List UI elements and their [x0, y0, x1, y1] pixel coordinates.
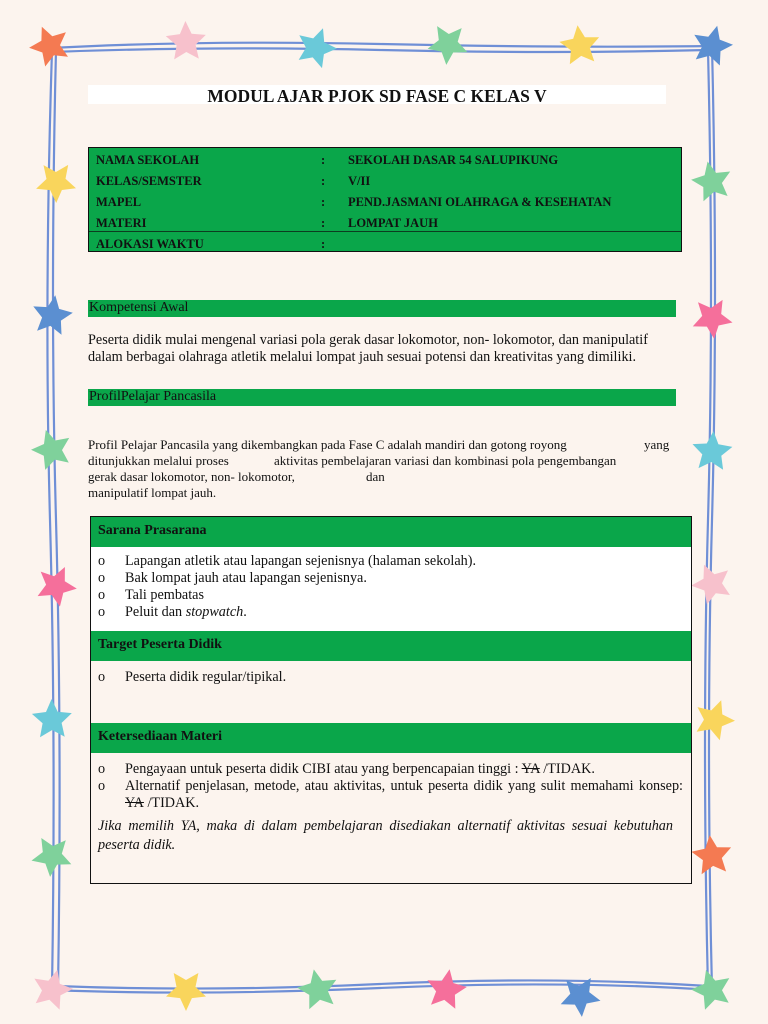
info-colon: : — [321, 153, 326, 167]
star-icon — [36, 165, 76, 203]
profil-line-2-b: aktivitas pembelajaran variasi dan kombinasi pola pengembangan — [274, 453, 617, 468]
info-row-material — [89, 211, 681, 232]
list-item — [98, 761, 683, 778]
ketersediaan-note: Jika memilih YA, maka di dalam pembelajaran disediakan alternatif aktivitas sesuai kebutuhan peserta didik. — [98, 818, 673, 853]
profil-line-3-b: dan — [366, 469, 385, 484]
star-icon — [166, 973, 206, 1011]
info-colon: : — [321, 195, 326, 209]
info-key: MATERI — [96, 216, 147, 230]
school-info-table — [88, 147, 682, 252]
bullet: o — [98, 778, 106, 794]
list-item-text: Bak lompat jauh atau lapangan sejenisnya. — [125, 570, 367, 586]
bullet: o — [98, 553, 106, 569]
sarana-heading: Sarana Prasarana — [98, 523, 207, 538]
profil-text — [88, 437, 672, 501]
star-icon — [166, 21, 206, 59]
list-item — [98, 587, 683, 604]
info-key: NAMA SEKOLAH — [96, 153, 200, 167]
star-icon — [691, 970, 729, 1010]
info-colon: : — [321, 174, 326, 188]
profil-line-4 — [88, 485, 672, 501]
sarana-heading-band — [91, 517, 691, 547]
bullet: o — [98, 587, 106, 603]
star-icon — [31, 430, 69, 470]
target-heading-band — [91, 631, 691, 661]
profil-line-3 — [88, 469, 672, 485]
ketersediaan-heading-band — [91, 723, 691, 753]
detail-box — [90, 516, 692, 884]
info-row-time — [89, 232, 681, 253]
star-icon — [32, 838, 72, 877]
target-heading: Target Peserta Didik — [98, 637, 222, 652]
kompetensi-heading: Kompetensi Awal — [89, 300, 189, 315]
info-row-school — [89, 148, 681, 169]
info-value: PEND.JASMANI OLAHRAGA & KESEHATAN — [348, 195, 612, 209]
list-item — [98, 604, 683, 621]
info-row-subject — [89, 190, 681, 211]
list-item-text — [125, 604, 683, 621]
info-colon: : — [321, 237, 326, 251]
list-item-text: Tali pembatas — [125, 587, 204, 603]
info-key: ALOKASI WAKTU — [96, 237, 204, 251]
list-item-text — [125, 778, 683, 812]
star-icon — [32, 699, 72, 737]
profil-line-2-a: ditunjukkan melalui proses — [88, 453, 229, 468]
bullet: o — [98, 669, 106, 685]
star-icon — [697, 700, 735, 740]
list-item — [98, 669, 683, 686]
kompetensi-text: Peserta didik mulai mengenal variasi pola gerak dasar lokomotor, non- lokomotor, dan manipulatif dalam berbagai olahraga atletik melalui lompat jauh sesuai potensi dan kreativitas yang dimiliki. — [88, 332, 648, 365]
info-colon: : — [321, 216, 326, 230]
kompetensi-heading-band — [88, 300, 676, 317]
list-item-text — [125, 761, 683, 778]
info-key: KELAS/SEMSTER — [96, 174, 202, 188]
profil-line-4-text: manipulatif lompat jauh. — [88, 485, 217, 500]
item-text: Pengayaan untuk peserta didik CIBI atau yang berpencapaian tinggi : — [125, 761, 522, 777]
profil-line-2 — [88, 453, 672, 469]
item-italic: stopwatch — [185, 604, 244, 620]
profil-line-1 — [88, 437, 672, 453]
list-item — [98, 553, 683, 570]
info-row-class — [89, 169, 681, 190]
star-icon — [427, 969, 466, 1009]
list-item-text: Peserta didik regular/tipikal. — [125, 669, 287, 685]
profil-line-3-a: gerak dasar lokomotor, non- lokomotor, — [88, 469, 295, 484]
item-end: . — [243, 604, 247, 620]
info-key: MAPEL — [96, 195, 142, 209]
profil-line-1-text: Profil Pelajar Pancasila yang dikembangkan pada Fase C adalah mandiri dan gotong royong — [88, 437, 567, 452]
item-end: /TIDAK. — [539, 761, 595, 777]
profil-line-1-end: yang — [644, 437, 670, 452]
bullet: o — [98, 570, 106, 586]
star-icon — [691, 835, 731, 874]
item-text: Peluit dan — [125, 604, 186, 620]
list-item — [98, 778, 683, 812]
bullet: o — [98, 604, 106, 620]
ketersediaan-heading: Ketersediaan Materi — [98, 729, 223, 744]
star-icon — [693, 300, 733, 339]
star-icon — [559, 25, 599, 64]
page-title: MODUL AJAR PJOK SD FASE C KELAS V — [207, 86, 547, 106]
item-text: Alternatif penjelasan, metode, atau aktivitas, untuk peserta didik yang sulit memahami konsep: — [125, 778, 683, 794]
list-item — [98, 570, 683, 587]
info-value: LOMPAT JAUH — [348, 216, 438, 230]
profil-heading-band — [88, 389, 676, 406]
info-value: V/II — [348, 174, 371, 188]
struck-option: YA — [125, 795, 144, 811]
star-icon — [34, 970, 73, 1010]
profil-heading: ProfilPelajar Pancasila — [89, 389, 217, 404]
info-value: SEKOLAH DASAR 54 SALUPIKUNG — [348, 153, 559, 167]
list-item-text: Lapangan atletik atau lapangan sejenisnya (halaman sekolah). — [125, 553, 476, 569]
bullet: o — [98, 761, 106, 777]
item-end: /TIDAK. — [143, 795, 200, 811]
struck-option: YA — [521, 761, 540, 777]
